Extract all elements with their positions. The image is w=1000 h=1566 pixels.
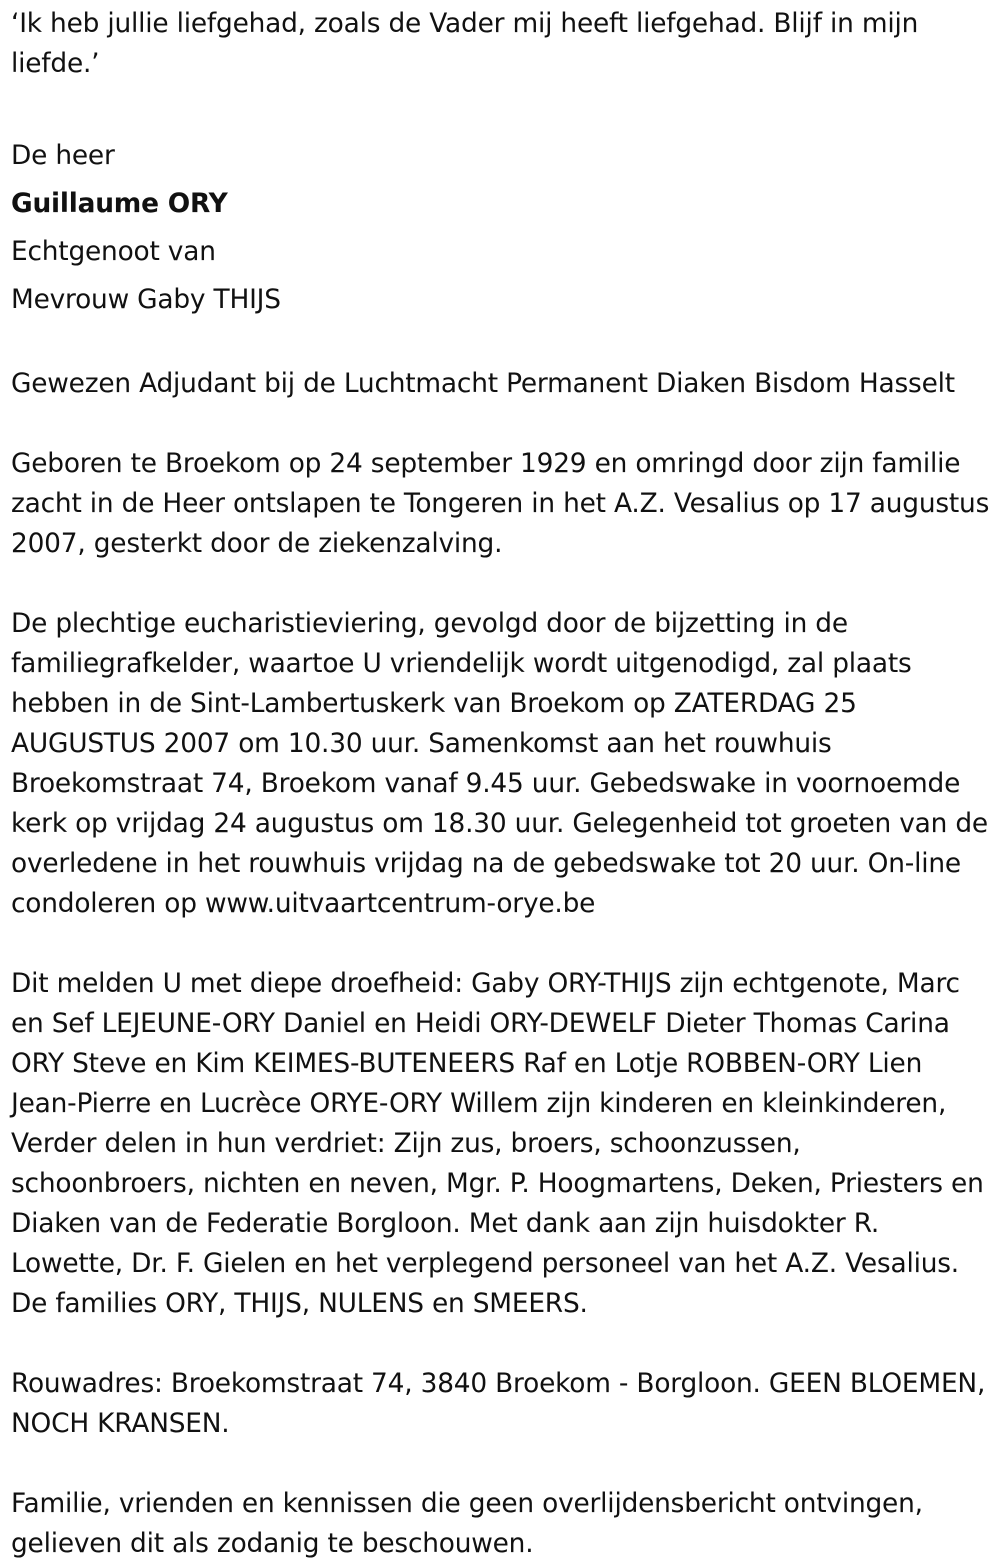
spacer: [11, 924, 991, 964]
spouse-label: Echtgenoot van: [11, 236, 216, 267]
family-paragraph: Dit melden U met diepe droefheid: Gaby ORY-THIJS zijn echtgenote, Marc en Sef LEJEUNE-ORY Daniel en Heidi ORY-DEWELF Dieter Thomas Carina ORY Steve en Kim KEIMES-BUTENEERS Raf en Lotje ROBBEN-ORY Lien Jean-Pierre en Lucrèce ORYE-ORY Willem zijn kinderen en kleinkinderen, Verder delen in hun verdriet: Zijn zus, broers, schoonzussen, schoonbroers, nichten en neven, Mgr. P. Hoogmartens, Deken, Priesters en Diaken van de Federatie Borgloon. Met dank aan zijn huisdokter R. Lowette, Dr. F. Gielen en het verplegend personeel van het A.Z. Vesalius. De families ORY, THIJS, NULENS en SMEERS.: [11, 968, 984, 1319]
address-paragraph: Rouwadres: Broekomstraat 74, 3840 Broekom - Borgloon. GEEN BLOEMEN, NOCH KRANSEN.: [11, 1368, 986, 1439]
spacer: [11, 124, 991, 132]
spacer: [11, 84, 991, 124]
obituary-document: [11, 4, 991, 1564]
spacer: [11, 1324, 991, 1364]
closing-paragraph: Familie, vrienden en kennissen die geen overlijdensbericht ontvingen, gelieven dit als zodanig te beschouwen.: [11, 1488, 923, 1559]
spacer: [11, 404, 991, 444]
birth-death-paragraph: Geboren te Broekom op 24 september 1929 en omringd door zijn familie zacht in de Heer ontslapen te Tongeren in het A.Z. Vesalius op 17 augustus 2007, gesterkt door de ziekenzalving.: [11, 448, 990, 559]
occupation-paragraph: Gewezen Adjudant bij de Luchtmacht Permanent Diaken Bisdom Hasselt: [11, 368, 955, 399]
spacer: [11, 1444, 991, 1484]
deceased-name: Guillaume ORY: [11, 188, 228, 219]
quote-paragraph: ‘Ik heb jullie liefgehad, zoals de Vader mij heeft liefgehad. Blijf in mijn liefde.’: [11, 8, 919, 79]
spouse-name: Mevrouw Gaby THIJS: [11, 284, 281, 315]
salutation: De heer: [11, 140, 115, 171]
spacer: [11, 324, 991, 364]
ceremony-paragraph: De plechtige eucharistieviering, gevolgd door de bijzetting in de familiegrafkelder, waartoe U vriendelijk wordt uitgenodigd, zal plaats hebben in de Sint-Lambertuskerk van Broekom op ZATERDAG 25 AUGUSTUS 2007 om 10.30 uur. Samenkomst aan het rouwhuis Broekomstraat 74, Broekom vanaf 9.45 uur. Gebedswake in voornoemde kerk op vrijdag 24 augustus om 18.30 uur. Gelegenheid tot groeten van de overledene in het rouwhuis vrijdag na de gebedswake tot 20 uur. On-line condoleren op www.uitvaartcentrum-orye.be: [11, 608, 988, 919]
spacer: [11, 564, 991, 604]
